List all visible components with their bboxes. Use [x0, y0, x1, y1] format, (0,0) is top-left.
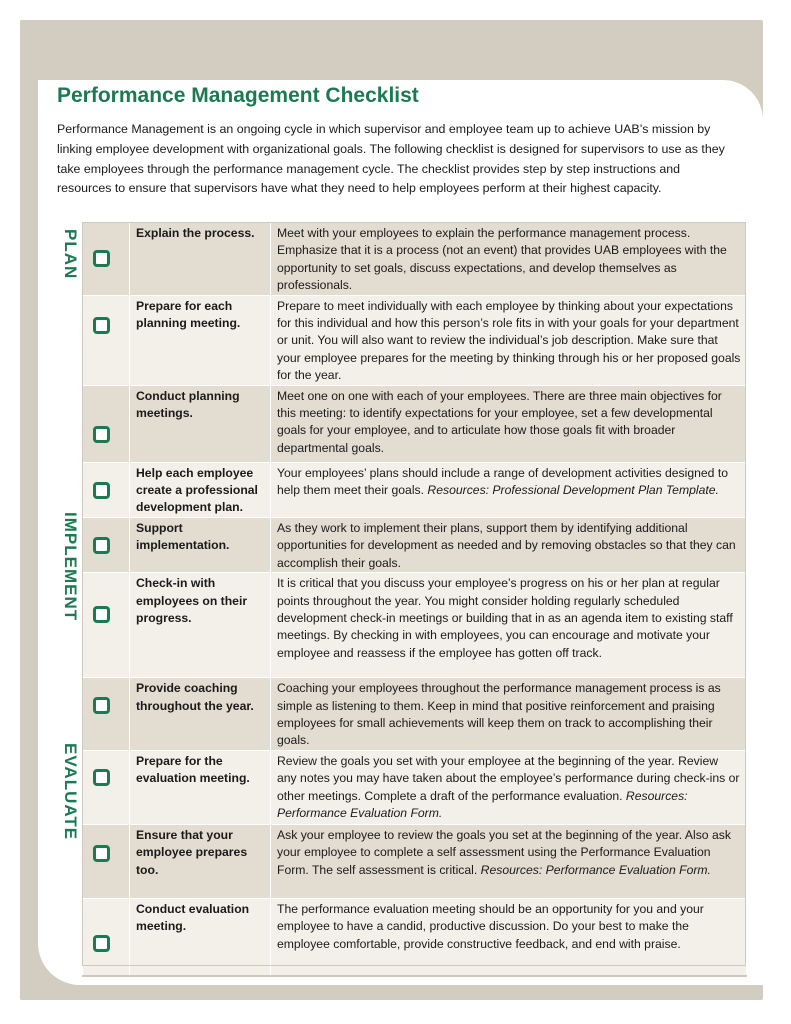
item-title: Check-in with employees on their progress. — [130, 573, 271, 678]
checklist-row — [83, 223, 747, 296]
phase-label-plan: PLAN — [61, 229, 80, 280]
checklist-row — [83, 385, 747, 462]
phase-label-implement — [60, 512, 80, 552]
item-description: The performance evaluation meeting should be an opportunity for you and your employee to have a candid, productive discussion. Do your best to make the employee comfortable, provide constructive feedback, and end with praise. — [271, 898, 747, 976]
page-title: Performance Management Checklist — [57, 84, 419, 107]
item-title: Prepare for each planning meeting. — [130, 295, 271, 385]
item-description: Meet one on one with each of your employees. There are three main objectives for this meeting: to identify expectations for your employee, set a few developmental goals for your employee, and to articulate how those goals fit with broader departmental goals. — [271, 385, 747, 462]
item-description: It is critical that you discuss your employee’s progress on his or her plan at regular points throughout the year. You might consider holding regularly scheduled development check-in meetings or building that in as an agenda item to existing staff meetings. By checking in with employees, you can encourage and motivate your employee and reassess if the employee has gotten off track. — [271, 573, 747, 678]
item-description: As they work to implement their plans, support them by identifying additional opportunities for development as needed and by removing obstacles so that they can accomplish their goals. — [271, 517, 747, 572]
checkbox-support-implementation[interactable] — [93, 537, 110, 554]
resource-link: Resources: Performance Evaluation Form. — [277, 788, 688, 820]
checkbox-check-in[interactable] — [93, 606, 110, 623]
checkbox-provide-coaching[interactable] — [93, 697, 110, 714]
item-title: Conduct evaluation meeting. — [130, 898, 271, 976]
item-title: Ensure that your employee prepares too. — [130, 824, 271, 898]
checklist-row — [83, 462, 747, 517]
checkbox-prepare-evaluation[interactable] — [93, 769, 110, 786]
item-description: Review the goals you set with your employee at the beginning of the year. Review any notes you may have taken about the employee’s performance during check-ins or other meetings. Complete a draft of the performance evaluation. Resources: Performance Evaluation Form. — [271, 750, 747, 824]
checklist-row — [83, 898, 747, 976]
item-title: Provide coaching throughout the year. — [130, 678, 271, 751]
checklist-row — [83, 824, 747, 898]
item-description: Ask your employee to review the goals you set at the beginning of the year. Also ask your employee to complete a self assessment using the Performance Evaluation Form. The self assessment is critical. Resources: Performance Evaluation Form. — [271, 824, 747, 898]
checklist-row — [83, 750, 747, 824]
intro-paragraph: Performance Management is an ongoing cycle in which supervisor and employee team up to achieve UAB’s mission by linking employee development with organizational goals. The following checklist is designed for supervisors to use as they take employees through the performance management cycle. The checklist provides step by step instructions and resources to ensure that supervisors have what they need to help employees perform at their highest capacity. — [57, 122, 725, 196]
checkbox-prepare-planning[interactable] — [93, 317, 110, 334]
item-title: Explain the process. — [130, 223, 271, 296]
item-title: Support implementation. — [130, 517, 271, 572]
item-title: Conduct planning meetings. — [130, 385, 271, 462]
resource-link: Resources: Professional Development Plan Template. — [427, 483, 719, 498]
resource-link: Resources: Performance Evaluation Form. — [480, 862, 711, 877]
checkbox-conduct-planning[interactable] — [93, 426, 110, 443]
item-description: Prepare to meet individually with each employee by thinking about your expectations for this individual and how this person’s role fits in with your goals for your department or unit. You will also want to review the individual’s job description. Make sure that your employee prepares for the meeting by thinking through his or her proposed goals for the year. — [271, 295, 747, 385]
checkbox-employee-prepares[interactable] — [93, 845, 110, 862]
item-title: Help each employee create a professional development plan. — [130, 462, 271, 517]
phase-label-evaluate — [60, 743, 80, 783]
checklist-row — [83, 295, 747, 385]
checkbox-development-plan[interactable] — [93, 482, 110, 499]
item-description: Meet with your employees to explain the performance management process. Emphasize that it is a process (not an event) that provides UAB employees with the opportunity to set goals, discuss expectations, and develop themselves as professionals. — [271, 223, 747, 296]
checklist-row — [83, 678, 747, 751]
checklist-row — [83, 573, 747, 678]
checklist-row — [83, 517, 747, 572]
checklist-table — [82, 222, 747, 977]
checkbox-conduct-evaluation[interactable] — [93, 935, 110, 952]
checkbox-explain-process[interactable] — [93, 250, 110, 267]
item-title: Prepare for the evaluation meeting. — [130, 750, 271, 824]
item-description: Your employees’ plans should include a range of development activities designed to help them meet their goals. Resources: Professional Development Plan Template. — [271, 462, 747, 517]
item-description: Coaching your employees throughout the performance management process is as simple as listening to them. Keep in mind that positive reinforcement and praising employees for small achievements will keep them on track to accomplishing their goals. — [271, 678, 747, 751]
